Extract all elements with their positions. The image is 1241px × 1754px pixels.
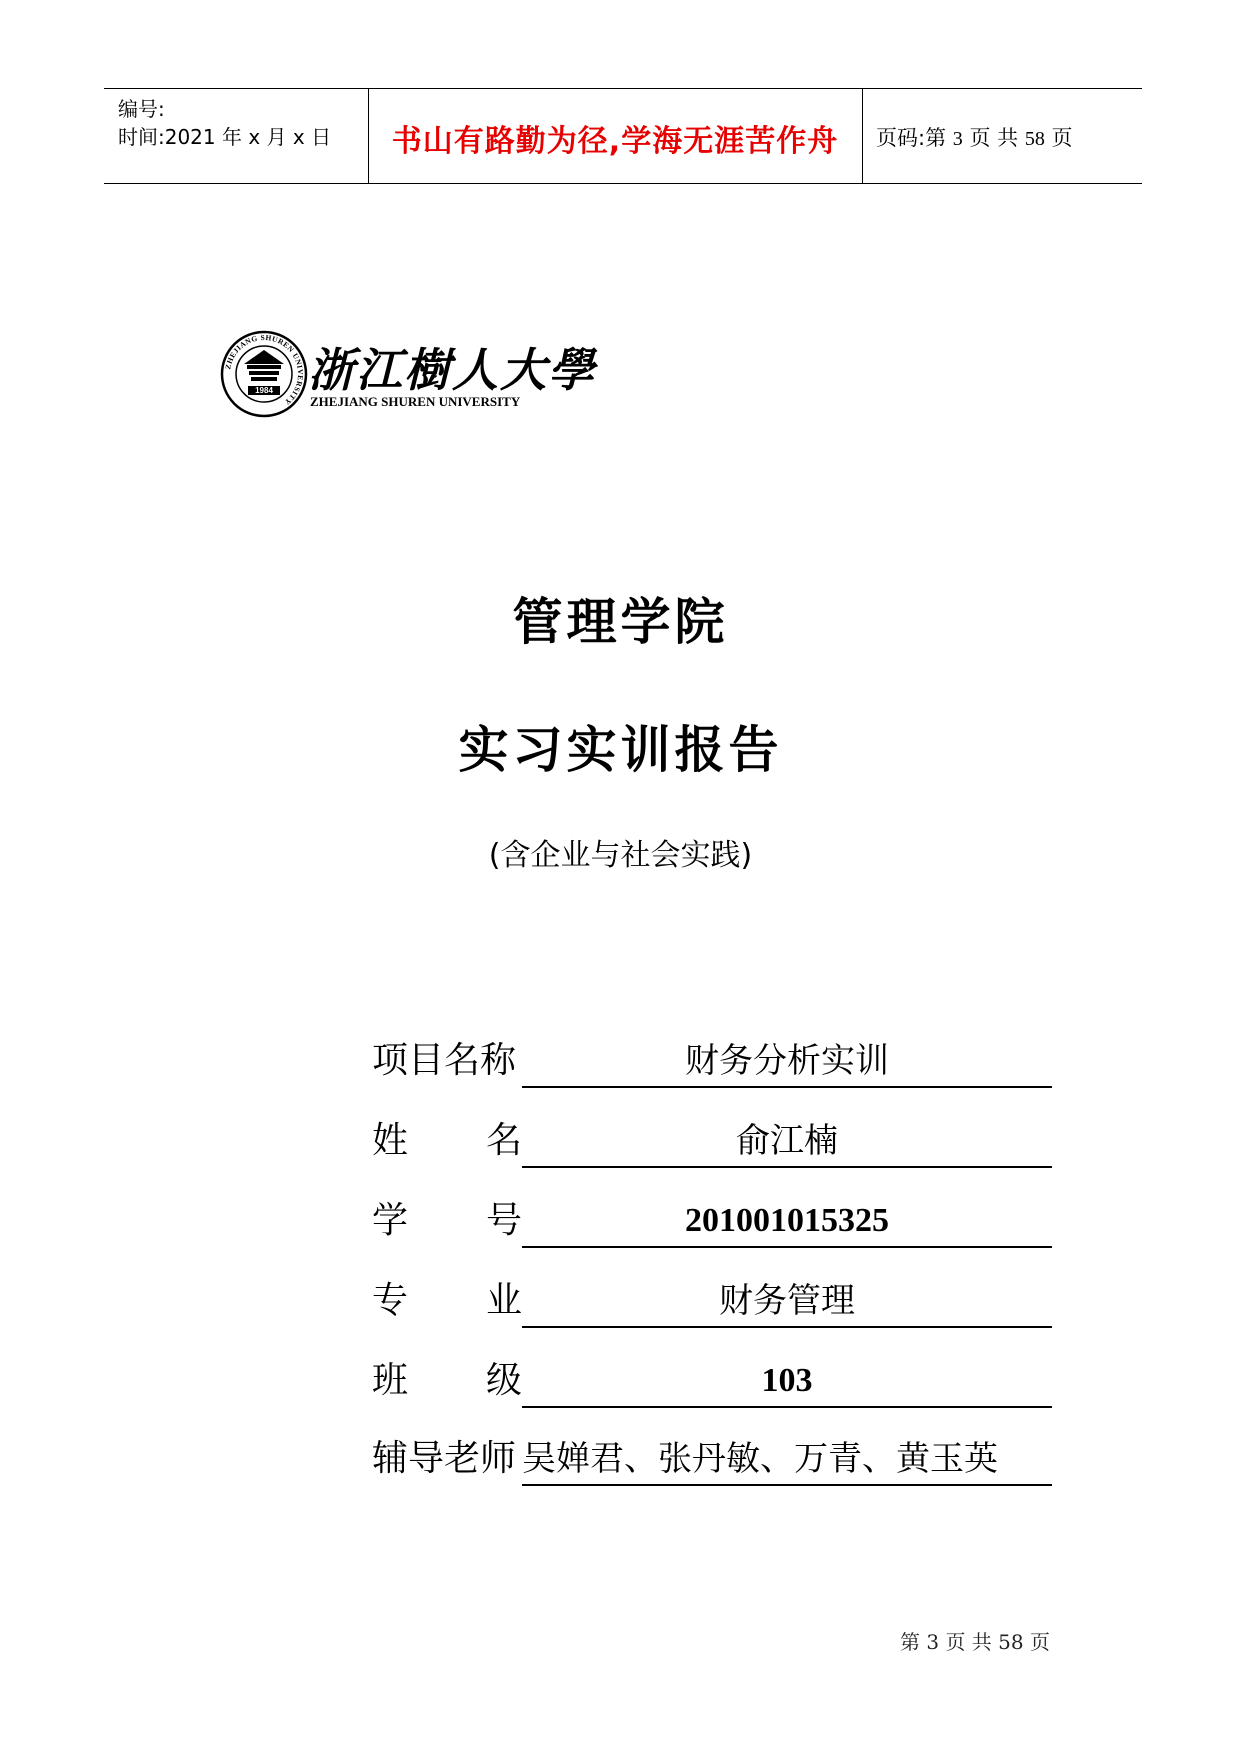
- name-label-a: 姓: [372, 1120, 409, 1161]
- major-label: [372, 1276, 522, 1326]
- header-motto-cell: [368, 89, 863, 183]
- form-row-project: [372, 1036, 1052, 1086]
- page-current: 3: [952, 128, 963, 150]
- report-subtitle: (含企业与社会实践): [488, 838, 753, 873]
- university-seal-icon: [220, 330, 308, 418]
- name-value: 俞江楠: [522, 1116, 1052, 1168]
- project-value: 财务分析实训: [522, 1036, 1052, 1088]
- project-label: 项目名称: [372, 1040, 517, 1081]
- advisor-value: 吴婵君、张丹敏、万青、黄玉英: [522, 1434, 1052, 1486]
- seal-ring-text: ZHEJIANG SHUREN UNIVERSITY: [223, 332, 306, 407]
- form-row-name: [372, 1116, 1052, 1166]
- header-page-indicator: [876, 122, 1073, 152]
- form-row-class: [372, 1356, 1052, 1406]
- form-row-student-id: [372, 1196, 1052, 1246]
- name-label-b: 名: [485, 1120, 522, 1161]
- class-label: [372, 1356, 522, 1406]
- form-row-major: [372, 1276, 1052, 1326]
- student-id-label: [372, 1196, 522, 1246]
- page-total: 58: [1024, 128, 1045, 150]
- svg-text:1984: 1984: [255, 386, 273, 395]
- major-label-a: 专: [372, 1280, 409, 1321]
- class-label-b: 级: [485, 1360, 522, 1401]
- header-meta-cell: [104, 89, 369, 183]
- page-mid: 页 共: [969, 126, 1019, 150]
- page-prefix: 页码:第: [876, 126, 947, 150]
- major-value: 财务管理: [522, 1276, 1052, 1328]
- college-title: 管理学院: [512, 592, 729, 651]
- major-label-b: 业: [485, 1280, 522, 1321]
- header-page-cell: [862, 89, 1142, 183]
- student-id-value: 201001015325: [522, 1196, 1052, 1248]
- class-label-a: 班: [372, 1360, 409, 1401]
- id-label-a: 学: [372, 1200, 409, 1241]
- university-logo: [220, 330, 640, 420]
- form-row-advisors: [372, 1434, 1052, 1484]
- class-value: 103: [522, 1356, 1052, 1408]
- document-number-label: 编号:: [118, 97, 165, 121]
- page-footer: 第 3 页 共 58 页: [900, 1630, 1050, 1654]
- header-motto: 书山有路勤为径,学海无涯苦作舟: [391, 124, 839, 159]
- university-name-en: ZHEJIANG SHUREN UNIVERSITY: [310, 394, 521, 409]
- report-title: 实习实训报告: [458, 720, 783, 779]
- document-header: [104, 88, 1142, 184]
- page-suffix: 页: [1051, 126, 1073, 150]
- id-label-b: 号: [485, 1200, 522, 1241]
- name-label: [372, 1116, 522, 1166]
- university-name-cn: 浙江樹人大學: [308, 343, 596, 397]
- advisor-label: 辅导老师: [372, 1438, 517, 1479]
- document-time-label: 时间:2021 年 x 月 x 日: [118, 125, 332, 149]
